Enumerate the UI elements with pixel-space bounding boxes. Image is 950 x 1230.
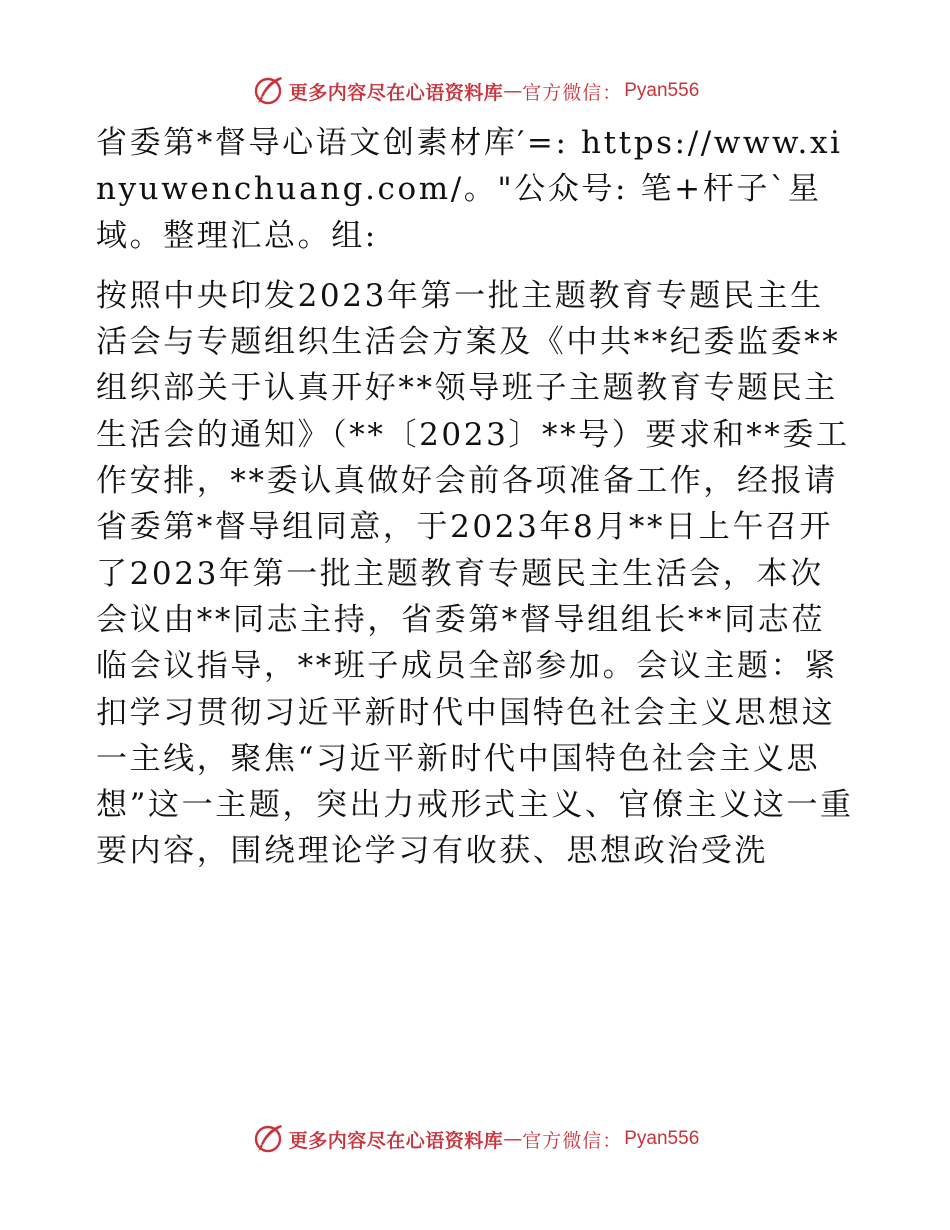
document-body (96, 120, 856, 875)
footer-brand-text: 更多内容尽在心语资料库 (288, 1129, 504, 1152)
header-brand-text: 更多内容尽在心语资料库 (288, 81, 504, 104)
footer-wechat-id: Pyan556 (624, 1128, 700, 1149)
header-wechat-label: 官方微信： (522, 81, 623, 104)
quill-pen-logo-icon (251, 1122, 285, 1156)
paragraph-intro: 省委第*督导心语文创素材库′=: https://www.xinyuwenchuang.com/。"公众号: 笔+杆子`星域。整理汇总。组: (96, 125, 843, 254)
header-wechat-id: Pyan556 (624, 80, 700, 101)
footer-dash: — (503, 1128, 523, 1150)
quill-pen-logo-icon (251, 74, 285, 108)
paragraph-main: 按照中央印发2023年第一批主题教育专题民主生活会与专题组织生活会方案及《中共**纪委监委**组织部关于认真开好**领导班子主题教育专题民主生活会的通知》（**〔2023〕**号）要求和**委工作安排，**委认真做好会前各项准备工作，经报请省委第*督导组同意，于2023年8月**日上午召开了2023年第一批主题教育专题民主生活会，本次会议由**同志主持，省委第*督导组组长**同志莅临会议指导，**班子成员全部参加。会议主题：紧扣学习贯彻习近平新时代中国特色社会主义思想这一主线，聚焦“习近平新时代中国特色社会主义思想”这一主题，突出力戒形式主义、官僚主义这一重要内容，围绕理论学习有收获、思想政治受洗 (96, 277, 854, 870)
header-banner (0, 71, 950, 111)
footer-banner (0, 1119, 950, 1159)
footer-wechat-label: 官方微信： (522, 1129, 623, 1152)
header-dash: — (503, 80, 523, 102)
